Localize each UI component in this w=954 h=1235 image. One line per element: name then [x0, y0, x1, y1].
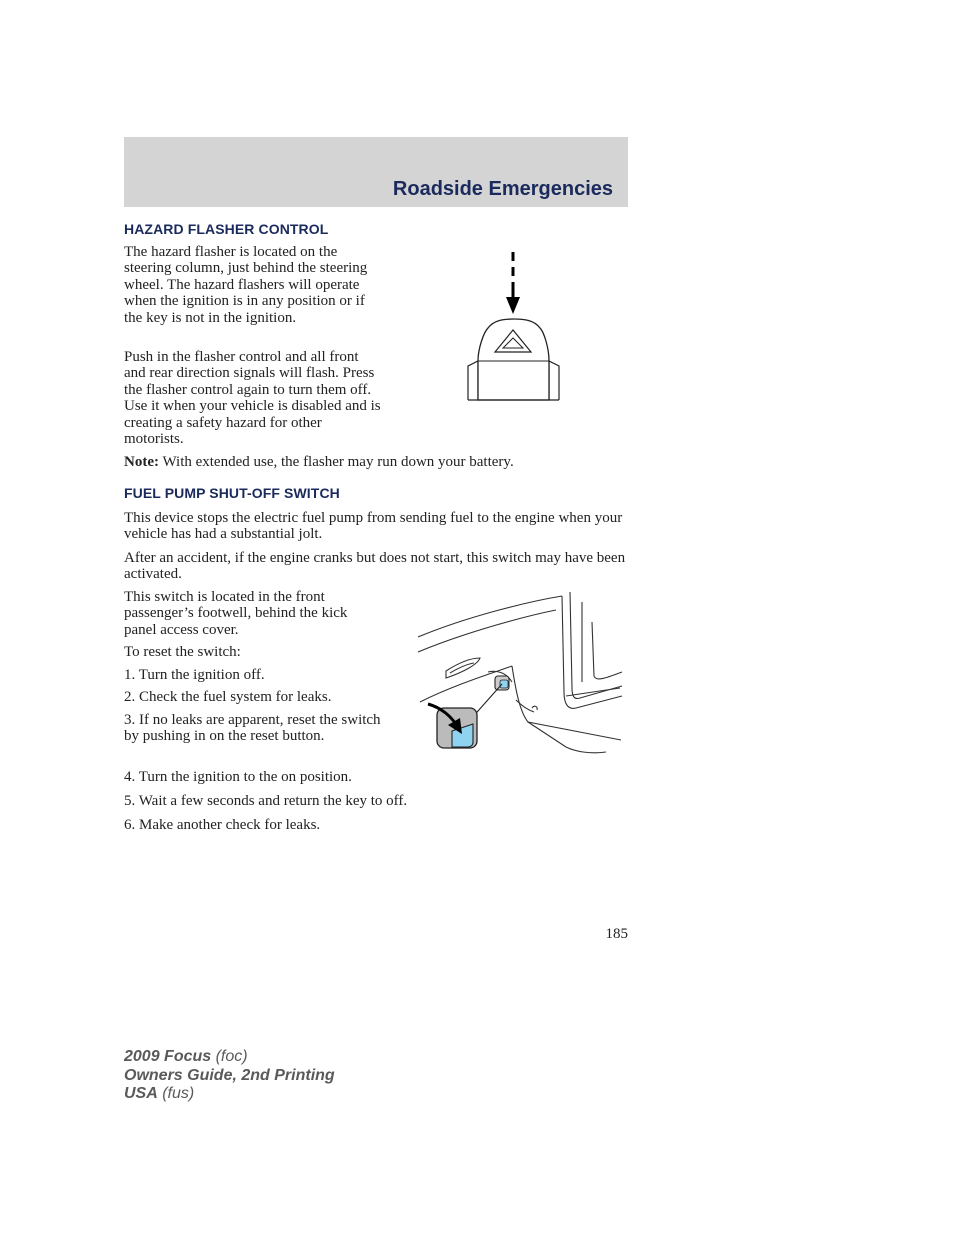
- hazard-note: [124, 454, 628, 470]
- press-arrow-icon: [506, 252, 520, 314]
- step-item: 2. Check the fuel system for leaks.: [124, 689, 332, 705]
- fuel-paragraph-1: This device stops the electric fuel pump from sending fuel to the engine when your vehicle has had a substantial jolt.: [124, 510, 623, 543]
- page-number: 185: [605, 926, 628, 942]
- hazard-button-icon: [468, 319, 559, 400]
- note-label: Note:: [124, 454, 159, 470]
- footer-market-code: (fus): [157, 1085, 195, 1102]
- footer-model-code: (foc): [211, 1048, 248, 1065]
- fuel-switch-small-icon: [495, 676, 509, 690]
- step-item: 1. Turn the ignition off.: [124, 667, 265, 683]
- step-item: 4. Turn the ignition to the on position.: [124, 769, 352, 785]
- reset-intro: To reset the switch:: [124, 644, 241, 660]
- step-item: 3. If no leaks are apparent, reset the switch by pushing in on the reset button.: [124, 712, 381, 745]
- step-item: 6. Make another check for leaks.: [124, 817, 321, 833]
- hazard-flasher-illustration: [460, 248, 570, 408]
- footer-market: USA: [124, 1085, 158, 1102]
- step-item: 5. Wait a few seconds and return the key to off.: [124, 793, 408, 809]
- fuel-switch-illustration: [416, 592, 626, 762]
- footer-model: 2009 Focus: [124, 1048, 212, 1065]
- hazard-paragraph-1: The hazard flasher is located on the steering column, just behind the steering wheel. The hazard flashers will operate when the ignition is in any position or if the key is not in the ignition.: [124, 244, 368, 326]
- section-header-bar: [124, 137, 628, 207]
- fuel-pump-heading: FUEL PUMP SHUT-OFF SWITCH: [124, 485, 340, 501]
- hazard-heading: HAZARD FLASHER CONTROL: [124, 221, 329, 237]
- section-title: Roadside Emergencies: [392, 178, 613, 200]
- note-text: With extended use, the flasher may run down your battery.: [158, 454, 514, 470]
- fuel-paragraph-3: This switch is located in the front passenger’s footwell, behind the kick panel access cover.: [124, 589, 348, 638]
- document-footer: [124, 1048, 335, 1104]
- footer-edition: Owners Guide, 2nd Printing: [124, 1066, 335, 1084]
- fuel-paragraph-2: After an accident, if the engine cranks but does not start, this switch may have been activated.: [124, 550, 626, 583]
- hazard-paragraph-2: Push in the flasher control and all front and rear direction signals will flash. Press the flasher control again to turn them off. Use it when your vehicle is disabled and is creating a safety hazard for other motorists.: [124, 349, 381, 448]
